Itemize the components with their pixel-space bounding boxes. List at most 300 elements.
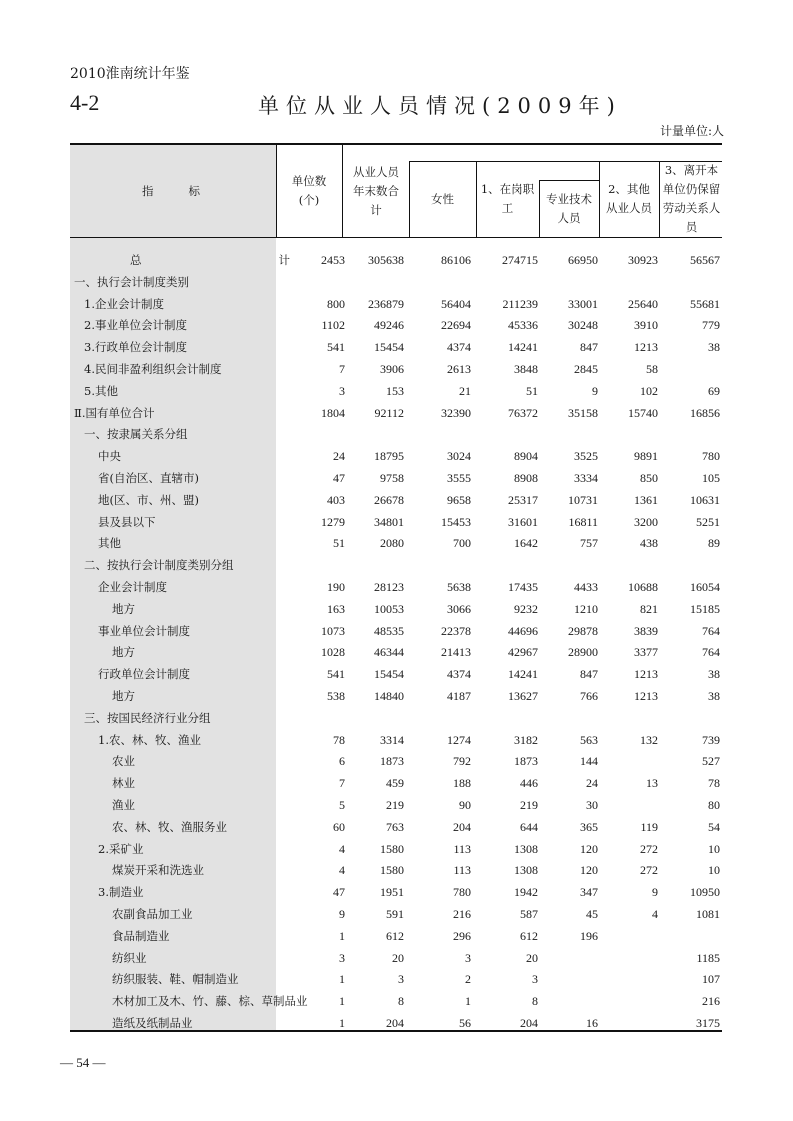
row-value: 44696 [508, 623, 538, 638]
header-divider [659, 161, 660, 237]
row-value: 1951 [380, 885, 404, 900]
header-female: 女性 [431, 191, 454, 206]
row-value: 1580 [380, 841, 404, 856]
row-value: 69 [708, 383, 720, 398]
row-value: 113 [453, 863, 471, 878]
table-row [70, 621, 722, 643]
row-value: 196 [580, 928, 598, 943]
row-value: 14241 [508, 340, 538, 355]
table-row [70, 860, 722, 882]
row-value: 347 [580, 885, 598, 900]
row-value: 10 [708, 863, 720, 878]
row-value: 3175 [696, 1015, 720, 1030]
row-value: 1 [339, 994, 345, 1009]
row-label: 农、林、牧、渔服务业 [112, 819, 227, 834]
row-value: 9658 [447, 492, 471, 507]
row-value: 26678 [374, 492, 404, 507]
row-value: 46344 [374, 645, 404, 660]
row-value: 4433 [574, 579, 598, 594]
row-value: 34801 [374, 514, 404, 529]
row-label: 中央 [98, 449, 121, 464]
row-value: 800 [327, 296, 345, 311]
row-value: 22694 [441, 318, 471, 333]
row-value: 9891 [634, 449, 658, 464]
row-value: 38 [708, 688, 720, 703]
row-value: 8 [398, 994, 404, 1009]
row-value: 3 [465, 950, 471, 965]
row-label: 纺织服装、鞋、帽制造业 [112, 972, 239, 987]
row-label: 渔业 [112, 797, 135, 812]
row-label: 木材加工及木、竹、藤、棕、草制品业 [112, 994, 308, 1009]
row-value: 4 [652, 906, 658, 921]
row-value: 10631 [690, 492, 720, 507]
row-value: 3848 [514, 361, 538, 376]
row-label: 3.行政单位会计制度 [84, 340, 187, 355]
header-divider [342, 143, 343, 237]
row-value: 563 [580, 732, 598, 747]
row-value: 28900 [568, 645, 598, 660]
row-value: 10950 [690, 885, 720, 900]
row-value: 21 [459, 383, 471, 398]
row-label: 地方 [112, 688, 135, 703]
row-value: 15185 [690, 601, 720, 616]
table-row [70, 839, 722, 861]
table-row [70, 337, 722, 359]
table-row [70, 817, 722, 839]
row-value: 54 [708, 819, 720, 834]
row-label: 地方 [112, 645, 135, 660]
row-value: 4 [339, 841, 345, 856]
row-value: 102 [640, 383, 658, 398]
header-employed-total: 从业人员年末数合计 [353, 164, 399, 217]
row-label: 农业 [112, 754, 135, 769]
header-professional: 专业技术人员 [546, 191, 592, 225]
row-value: 51 [526, 383, 538, 398]
table-row [70, 359, 722, 381]
row-label: 1.农、林、牧、渔业 [98, 732, 201, 747]
row-value: 2845 [574, 361, 598, 376]
table-row [70, 926, 722, 948]
table-row [70, 250, 722, 272]
row-value: 78 [708, 776, 720, 791]
row-value: 3182 [514, 732, 538, 747]
header-other: 2、其他从业人员 [606, 182, 652, 215]
table-body [70, 250, 722, 1035]
header-on-post: 1、在岗职工 [480, 182, 535, 215]
section-number: 4-2 [70, 90, 100, 115]
row-value: 16811 [568, 514, 598, 529]
row-value: 459 [386, 776, 404, 791]
row-value: 1 [339, 972, 345, 987]
row-value: 188 [453, 776, 471, 791]
row-value: 10 [708, 841, 720, 856]
row-value: 219 [520, 797, 538, 812]
row-value: 92112 [374, 405, 404, 420]
row-value: 1942 [514, 885, 538, 900]
row-value: 45 [586, 906, 598, 921]
row-value: 56404 [441, 296, 471, 311]
row-value: 3024 [447, 449, 471, 464]
table-row [70, 315, 722, 337]
row-label: 地方 [112, 601, 135, 616]
table-row [70, 969, 722, 991]
row-label: 纺织业 [112, 950, 147, 965]
row-value: 739 [702, 732, 720, 747]
table-row [70, 599, 722, 621]
row-value: 1213 [634, 688, 658, 703]
table-row [70, 751, 722, 773]
row-value: 1 [339, 928, 345, 943]
table-row [70, 773, 722, 795]
row-value: 219 [386, 797, 404, 812]
row-value: 105 [702, 470, 720, 485]
row-value: 51 [333, 536, 345, 551]
row-value: 527 [702, 754, 720, 769]
row-value: 1073 [321, 623, 345, 638]
row-value: 4187 [447, 688, 471, 703]
row-value: 763 [386, 819, 404, 834]
row-value: 4374 [447, 340, 471, 355]
row-value: 119 [640, 819, 658, 834]
row-value: 3910 [634, 318, 658, 333]
row-value: 1274 [447, 732, 471, 747]
row-label: 一、按隶属关系分组 [84, 427, 188, 442]
row-value: 2 [465, 972, 471, 987]
row-label: Ⅱ.国有单位合计 [74, 405, 155, 420]
table-row [70, 490, 722, 512]
row-value: 25640 [628, 296, 658, 311]
row-value: 3906 [380, 361, 404, 376]
row-value: 1028 [321, 645, 345, 660]
row-value: 107 [702, 972, 720, 987]
row-value: 190 [327, 579, 345, 594]
row-label: 5.其他 [84, 383, 118, 398]
row-value: 90 [459, 797, 471, 812]
row-value: 847 [580, 340, 598, 355]
row-value: 3066 [447, 601, 471, 616]
row-value: 16 [586, 1015, 598, 1030]
row-value: 28123 [374, 579, 404, 594]
row-value: 2613 [447, 361, 471, 376]
row-value: 30923 [628, 253, 658, 267]
row-value: 541 [327, 340, 345, 355]
row-label: 一、执行会计制度类别 [74, 274, 189, 289]
row-value: 1361 [634, 492, 658, 507]
row-value: 1642 [514, 536, 538, 551]
table-row [70, 686, 722, 708]
row-value: 850 [640, 470, 658, 485]
row-value: 49246 [374, 318, 404, 333]
unit-note: 计量单位:人 [659, 124, 724, 138]
row-value: 792 [453, 754, 471, 769]
row-value: 20 [392, 950, 404, 965]
row-value: 2080 [380, 536, 404, 551]
row-value: 9 [652, 885, 658, 900]
row-value: 2453 [321, 253, 345, 267]
row-value: 644 [520, 819, 538, 834]
table-title: 单位从业人员情况(2009年) [258, 94, 622, 118]
row-value: 18795 [374, 449, 404, 464]
table-row [70, 512, 722, 534]
row-value: 21413 [441, 645, 471, 660]
table-row [70, 533, 722, 555]
row-value: 538 [327, 688, 345, 703]
row-label: 其他 [98, 536, 121, 551]
row-label: 食品制造业 [112, 928, 170, 943]
row-value: 9 [592, 383, 598, 398]
row-label: 3.制造业 [98, 885, 144, 900]
row-value: 216 [702, 994, 720, 1009]
row-value: 15453 [441, 514, 471, 529]
row-value: 13 [646, 776, 658, 791]
row-value: 45336 [508, 318, 538, 333]
row-value: 847 [580, 667, 598, 682]
table-row [70, 708, 722, 730]
row-value: 120 [580, 863, 598, 878]
table-row [70, 403, 722, 425]
row-value: 1081 [696, 906, 720, 921]
row-value: 3555 [447, 470, 471, 485]
row-value: 764 [702, 645, 720, 660]
row-value: 56567 [690, 253, 720, 267]
table-row [70, 424, 722, 446]
row-value: 1308 [514, 841, 538, 856]
row-value: 47 [333, 470, 345, 485]
row-value: 120 [580, 841, 598, 856]
row-value: 8 [532, 994, 538, 1009]
row-value: 1210 [574, 601, 598, 616]
row-value: 20 [526, 950, 538, 965]
row-value: 403 [327, 492, 345, 507]
row-value: 76372 [508, 405, 538, 420]
row-label: 事业单位会计制度 [98, 623, 190, 638]
row-value: 10053 [374, 601, 404, 616]
row-value: 541 [327, 667, 345, 682]
table-row [70, 381, 722, 403]
row-value: 7 [339, 776, 345, 791]
row-label: 林业 [112, 776, 135, 791]
header-units: 单位数(个) [291, 174, 327, 207]
row-value: 10731 [568, 492, 598, 507]
row-value: 780 [702, 449, 720, 464]
row-value: 766 [580, 688, 598, 703]
row-value: 3839 [634, 623, 658, 638]
row-value: 9 [339, 906, 345, 921]
table-row [70, 948, 722, 970]
row-value: 42967 [508, 645, 538, 660]
row-value: 33001 [568, 296, 598, 311]
row-value: 1873 [514, 754, 538, 769]
row-value: 1 [465, 994, 471, 1009]
row-value: 14241 [508, 667, 538, 682]
row-label: 三、按国民经济行业分组 [84, 710, 211, 725]
table-row [70, 795, 722, 817]
row-label: 省(自治区、直辖市) [98, 470, 199, 485]
table-row [70, 468, 722, 490]
row-value: 272 [640, 841, 658, 856]
row-value: 15454 [374, 667, 404, 682]
row-value: 25317 [508, 492, 538, 507]
header-retained: 3、离开本单位仍保留劳动关系人员 [662, 163, 721, 234]
row-value: 132 [640, 732, 658, 747]
row-value: 204 [453, 819, 471, 834]
row-value: 38 [708, 340, 720, 355]
row-value: 10688 [628, 579, 658, 594]
row-value: 24 [586, 776, 598, 791]
row-value: 700 [453, 536, 471, 551]
row-value: 7 [339, 361, 345, 376]
row-value: 1804 [321, 405, 345, 420]
row-value: 3 [339, 383, 345, 398]
row-value: 1 [339, 1015, 345, 1030]
table-row [70, 294, 722, 316]
header-divider [539, 180, 540, 237]
row-value: 5251 [696, 514, 720, 529]
row-value: 1580 [380, 863, 404, 878]
row-value: 3200 [634, 514, 658, 529]
row-value: 274715 [502, 253, 538, 267]
row-label: 造纸及纸制品业 [112, 1015, 193, 1030]
row-value: 22378 [441, 623, 471, 638]
row-value: 32390 [441, 405, 471, 420]
row-label: 煤炭开采和洗选业 [112, 863, 204, 878]
row-value: 66950 [568, 253, 598, 267]
row-value: 14840 [374, 688, 404, 703]
table-row [70, 577, 722, 599]
row-label: 行政单位会计制度 [98, 667, 190, 682]
row-value: 15454 [374, 340, 404, 355]
header-divider [599, 161, 600, 237]
row-value: 764 [702, 623, 720, 638]
row-label: 总 计 [130, 253, 328, 267]
row-value: 3525 [574, 449, 598, 464]
row-label: 2.采矿业 [98, 841, 144, 856]
row-value: 780 [453, 885, 471, 900]
row-value: 216 [453, 906, 471, 921]
row-value: 1213 [634, 667, 658, 682]
row-value: 80 [708, 797, 720, 812]
header-indicator: 指 标 [142, 183, 204, 198]
row-value: 204 [520, 1015, 538, 1030]
row-value: 16054 [690, 579, 720, 594]
row-value: 3 [532, 972, 538, 987]
row-value: 236879 [368, 296, 404, 311]
row-value: 31601 [508, 514, 538, 529]
row-value: 591 [386, 906, 404, 921]
row-value: 163 [327, 601, 345, 616]
table-row [70, 446, 722, 468]
row-value: 30248 [568, 318, 598, 333]
row-value: 1213 [634, 340, 658, 355]
row-value: 8904 [514, 449, 538, 464]
row-value: 55681 [690, 296, 720, 311]
row-label: 二、按执行会计制度类别分组 [84, 558, 234, 573]
row-value: 272 [640, 863, 658, 878]
row-value: 8908 [514, 470, 538, 485]
row-value: 1185 [696, 950, 720, 965]
row-label: 1.企业会计制度 [84, 296, 164, 311]
row-value: 16856 [690, 405, 720, 420]
row-value: 211239 [502, 296, 538, 311]
row-value: 48535 [374, 623, 404, 638]
table-row [70, 642, 722, 664]
row-value: 24 [333, 449, 345, 464]
table-row [70, 991, 722, 1013]
page-number: — 54 — [60, 1055, 106, 1070]
table-row [70, 1013, 722, 1035]
row-value: 1308 [514, 863, 538, 878]
row-value: 30 [586, 797, 598, 812]
row-value: 3377 [634, 645, 658, 660]
row-value: 78 [333, 732, 345, 747]
row-value: 1102 [321, 318, 345, 333]
row-value: 365 [580, 819, 598, 834]
row-value: 47 [333, 885, 345, 900]
row-value: 58 [646, 361, 658, 376]
header-divider [276, 143, 277, 237]
row-value: 113 [453, 841, 471, 856]
row-value: 779 [702, 318, 720, 333]
row-value: 3 [398, 972, 404, 987]
row-value: 29878 [568, 623, 598, 638]
row-value: 13627 [508, 688, 538, 703]
row-value: 438 [640, 536, 658, 551]
row-value: 56 [459, 1015, 471, 1030]
row-value: 4 [339, 863, 345, 878]
row-value: 144 [580, 754, 598, 769]
row-value: 757 [580, 536, 598, 551]
table-row [70, 555, 722, 577]
row-value: 3 [339, 950, 345, 965]
table-row [70, 272, 722, 294]
row-value: 587 [520, 906, 538, 921]
row-value: 5 [339, 797, 345, 812]
row-value: 60 [333, 819, 345, 834]
row-value: 1279 [321, 514, 345, 529]
row-value: 35158 [568, 405, 598, 420]
row-value: 15740 [628, 405, 658, 420]
row-label: 2.事业单位会计制度 [84, 318, 187, 333]
row-label: 县及县以下 [98, 514, 156, 529]
row-value: 305638 [368, 253, 404, 267]
table-header-rule [70, 237, 722, 238]
row-label: 地(区、市、州、盟) [98, 492, 199, 507]
row-value: 612 [520, 928, 538, 943]
book-header: 2010淮南统计年鉴 [70, 66, 190, 82]
row-value: 9758 [380, 470, 404, 485]
row-value: 3314 [380, 732, 404, 747]
row-label: 农副食品加工业 [112, 906, 193, 921]
row-value: 17435 [508, 579, 538, 594]
row-value: 3334 [574, 470, 598, 485]
row-value: 446 [520, 776, 538, 791]
row-value: 5638 [447, 579, 471, 594]
row-label: 4.民间非盈利组织会计制度 [84, 361, 222, 376]
row-value: 4374 [447, 667, 471, 682]
row-value: 89 [708, 536, 720, 551]
row-value: 9232 [514, 601, 538, 616]
table-row [70, 664, 722, 686]
row-value: 821 [640, 601, 658, 616]
row-value: 153 [386, 383, 404, 398]
row-value: 204 [386, 1015, 404, 1030]
table-row [70, 882, 722, 904]
table-row [70, 730, 722, 752]
row-value: 296 [453, 928, 471, 943]
row-value: 612 [386, 928, 404, 943]
table-row [70, 904, 722, 926]
row-value: 38 [708, 667, 720, 682]
